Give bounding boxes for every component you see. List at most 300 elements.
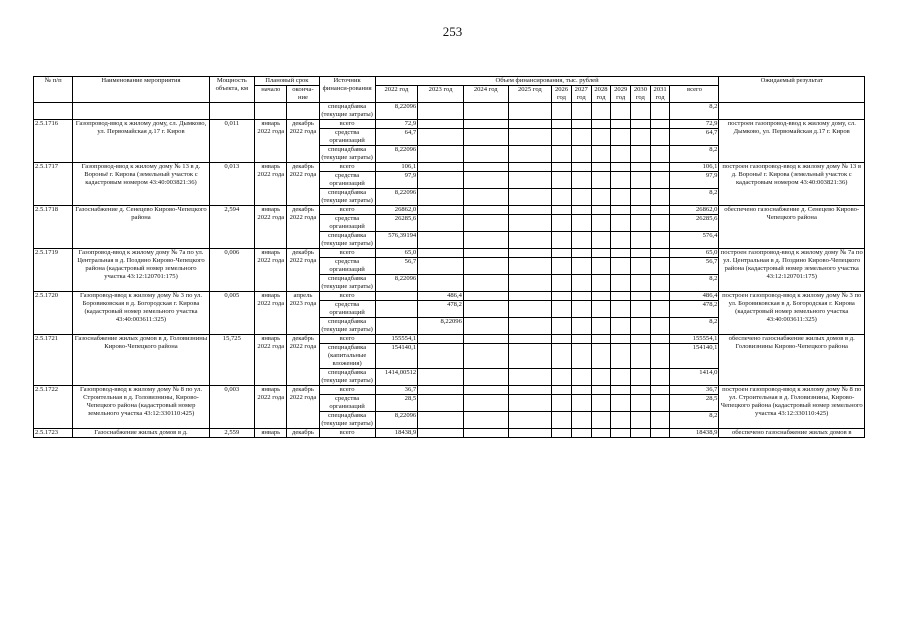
value-total: 8,2 — [670, 412, 719, 429]
value-empty — [571, 344, 591, 369]
header-volume: Объем финансирования, тыс. рублей — [375, 77, 719, 86]
value-empty — [650, 275, 670, 292]
value-2022: 64,7 — [375, 129, 418, 146]
value-2023 — [418, 275, 464, 292]
value-empty — [463, 172, 508, 189]
entry-number: 2.5.1717 — [34, 163, 73, 206]
header-start: начало — [255, 86, 287, 103]
entry-number: 2.5.1723 — [34, 429, 73, 438]
value-empty — [631, 369, 651, 386]
entry-result: построен газопровод-ввод к жилому дому № 3 по ул. Боровиковская в д. Богородская г. Кирова (кадастровый номер земельного участка 43:40:003611:325) — [719, 292, 865, 335]
value-empty — [508, 129, 552, 146]
value-empty — [552, 232, 572, 249]
value-total: 72,9 — [670, 120, 719, 129]
value-empty — [571, 318, 591, 335]
table-body — [34, 103, 865, 438]
value-empty — [571, 129, 591, 146]
value-empty — [463, 301, 508, 318]
value-empty — [508, 301, 552, 318]
entry-result: построен газопровод-ввод к жилому дому № 8 по ул. Строительная в д. Головизнины, Кирово-Чепецкого района (кадастровый номер земельного участка 43:12:330110:425) — [719, 386, 865, 429]
source-cell: средства организаций — [319, 215, 375, 232]
value-2022: 72,9 — [375, 120, 418, 129]
value-empty — [463, 395, 508, 412]
value-empty — [552, 344, 572, 369]
entry-start: январь 2022 года — [255, 249, 287, 292]
value-total: 8,2 — [670, 318, 719, 335]
table-row — [34, 249, 865, 258]
value-empty — [611, 163, 631, 172]
value-total: 97,9 — [670, 172, 719, 189]
value-empty — [463, 249, 508, 258]
entry-name: Газоснабжение жилых домов в д. Головизнины Кирово-Чепецкого района — [73, 335, 209, 386]
entry-power: 2,594 — [209, 206, 255, 249]
value-2022: 8,22096 — [375, 146, 418, 163]
entry-start: январь 2022 года — [255, 335, 287, 386]
table-row — [34, 335, 865, 344]
value-empty — [631, 232, 651, 249]
value-empty — [650, 344, 670, 369]
entry-name: Газопровод-ввод к жилому дому № 8 по ул. Строительная в д. Головизнины, Кирово-Чепецкого района (кадастровый номер земельного участка 43:12:330110:425) — [73, 386, 209, 429]
header-year: 2026 год — [552, 86, 572, 103]
value-empty — [611, 395, 631, 412]
value-empty — [552, 163, 572, 172]
value-empty — [552, 335, 572, 344]
value-total: 64,7 — [670, 129, 719, 146]
entry-end: декабрь 2022 года — [287, 386, 319, 429]
value-empty — [611, 172, 631, 189]
value-empty — [508, 412, 552, 429]
value-empty — [591, 129, 611, 146]
value-empty — [571, 412, 591, 429]
value-empty — [650, 395, 670, 412]
value-empty — [463, 386, 508, 395]
value-empty — [650, 249, 670, 258]
value-2023 — [418, 215, 464, 232]
value-empty — [571, 292, 591, 301]
value-empty — [463, 206, 508, 215]
entry-number: 2.5.1716 — [34, 120, 73, 163]
entry-name: Газопровод-ввод к жилому дому № 3 по ул. Боровиковская в д. Богородская г. Кирова (кадастровый номер земельного участка 43:40:003611:325) — [73, 292, 209, 335]
source-cell: всего — [319, 335, 375, 344]
value-empty — [631, 301, 651, 318]
value-2023 — [418, 395, 464, 412]
header-power: Мощность объекта, км — [209, 77, 255, 103]
entry-number: 2.5.1721 — [34, 335, 73, 386]
source-cell: спецнадбавка (текущие затраты) — [319, 232, 375, 249]
value-empty — [591, 120, 611, 129]
value-empty — [611, 386, 631, 395]
value-2022 — [375, 318, 418, 335]
source-cell: спецнадбавка (текущие затраты) — [319, 275, 375, 292]
value-empty — [611, 335, 631, 344]
value-empty — [591, 292, 611, 301]
entry-name: Газоснабжение жилых домов в д. — [73, 429, 209, 438]
entry-result: построен газопровод-ввод к жилому дому № 13 в д. Вороньё г. Кирова (земельный участок с кадастровым номером 43:40:003821:36) — [719, 163, 865, 206]
value-empty — [631, 120, 651, 129]
value-empty — [650, 429, 670, 438]
header-name: Наименование мероприятия — [73, 77, 209, 103]
entry-number: 2.5.1722 — [34, 386, 73, 429]
value-empty — [631, 172, 651, 189]
value-empty — [571, 369, 591, 386]
value-empty — [463, 146, 508, 163]
value-2023 — [418, 344, 464, 369]
entry-name: Газопровод-ввод к жилому дому № 7а по ул. Центральная в д. Поздино Кирово-Чепецкого района (кадастровый номер земельного участка 43:12:120701:175) — [73, 249, 209, 292]
value-empty — [508, 292, 552, 301]
header-total: всего — [670, 86, 719, 103]
header-year: 2022 год — [375, 86, 418, 103]
value-empty — [552, 206, 572, 215]
entry-name: Газопровод-ввод к жилому дому № 13 в д. Вороньё г. Кирова (земельный участок с кадастровым номером 43:40:003821:36) — [73, 163, 209, 206]
header-year: 2024 год — [463, 86, 508, 103]
value-empty — [611, 275, 631, 292]
value-total: 8,2 — [670, 275, 719, 292]
value-empty — [650, 301, 670, 318]
value-empty — [571, 215, 591, 232]
value-2023 — [418, 206, 464, 215]
value-empty — [591, 412, 611, 429]
value-2023 — [418, 412, 464, 429]
value-empty — [463, 189, 508, 206]
header-year: 2029 год — [611, 86, 631, 103]
source-cell: всего — [319, 292, 375, 301]
value-empty — [508, 189, 552, 206]
value-2022: 26862,0 — [375, 206, 418, 215]
source-cell: средства организаций — [319, 129, 375, 146]
entry-name: Газоснабжение д. Сенецево Кирово-Чепецкого района — [73, 206, 209, 249]
table-row — [34, 429, 865, 438]
value-empty — [463, 344, 508, 369]
entry-start: январь 2022 года — [255, 386, 287, 429]
entry-end: декабрь 2022 года — [287, 249, 319, 292]
entry-result: построен газопровод-ввод к жилому дому, сл. Дымково, ул. Первомайская д.17 г. Киров — [719, 120, 865, 163]
value-empty — [631, 429, 651, 438]
value-empty — [650, 120, 670, 129]
value-empty — [631, 335, 651, 344]
entry-name: Газопровод-ввод к жилому дому, сл. Дымково, ул. Первомайская д.17 г. Киров — [73, 120, 209, 163]
value-empty — [552, 275, 572, 292]
value-empty — [571, 206, 591, 215]
value-empty — [631, 215, 651, 232]
financing-table — [33, 76, 865, 438]
value-empty — [611, 258, 631, 275]
value-empty — [552, 369, 572, 386]
value-empty — [631, 386, 651, 395]
value-empty — [508, 232, 552, 249]
value-empty — [591, 318, 611, 335]
value-empty — [591, 232, 611, 249]
value-total: 26862,0 — [670, 206, 719, 215]
entry-start: январь 2022 года — [255, 120, 287, 163]
value-2023: 486,4 — [418, 292, 464, 301]
value-total: 1414,0 — [670, 369, 719, 386]
value-empty — [571, 120, 591, 129]
value-empty — [552, 301, 572, 318]
value-empty — [463, 120, 508, 129]
value-empty — [611, 206, 631, 215]
entry-power: 0,013 — [209, 163, 255, 206]
value-2023 — [418, 172, 464, 189]
value-empty — [631, 129, 651, 146]
value-empty — [463, 258, 508, 275]
value-total: 18438,9 — [670, 429, 719, 438]
entry-number: 2.5.1718 — [34, 206, 73, 249]
value-empty — [463, 412, 508, 429]
value-empty — [591, 189, 611, 206]
value-empty — [631, 292, 651, 301]
entry-result: обеспечено газоснабжение жилых домов в — [719, 429, 865, 438]
entry-start: январь 2022 года — [255, 163, 287, 206]
value-2022: 576,39194 — [375, 232, 418, 249]
table-row — [34, 206, 865, 215]
value-empty — [650, 129, 670, 146]
entry-power: 15,725 — [209, 335, 255, 386]
value-total: 8,2 — [670, 189, 719, 206]
value-total: 155554,1 — [670, 335, 719, 344]
value-empty — [650, 318, 670, 335]
value-empty — [591, 344, 611, 369]
value-empty — [591, 249, 611, 258]
value-empty — [611, 146, 631, 163]
source-cell: спецнадбавка (текущие затраты) — [319, 412, 375, 429]
value-empty — [571, 429, 591, 438]
value-empty — [591, 215, 611, 232]
source-cell: спецнадбавка (капитальные вложения) — [319, 344, 375, 369]
value-empty — [463, 335, 508, 344]
header-year: 2027 год — [571, 86, 591, 103]
value-empty — [631, 163, 651, 172]
value-2023 — [418, 258, 464, 275]
table-row — [34, 103, 865, 120]
entry-end: декабрь 2022 года — [287, 163, 319, 206]
value-empty — [611, 215, 631, 232]
value-total: 478,2 — [670, 301, 719, 318]
value-empty — [611, 249, 631, 258]
value-empty — [508, 395, 552, 412]
page-number: 253 — [442, 24, 463, 39]
value-2022: 8,22096 — [375, 103, 418, 120]
entry-start: январь 2022 года — [255, 206, 287, 249]
value-2022: 1414,00512 — [375, 369, 418, 386]
value-empty — [650, 412, 670, 429]
table-row — [34, 120, 865, 129]
source-cell: всего — [319, 429, 375, 438]
value-empty — [591, 301, 611, 318]
value-empty — [552, 172, 572, 189]
value-total: 28,5 — [670, 395, 719, 412]
value-empty — [508, 386, 552, 395]
value-empty — [650, 172, 670, 189]
value-empty — [650, 189, 670, 206]
value-total: 26285,6 — [670, 215, 719, 232]
value-2022: 155554,1 — [375, 335, 418, 344]
entry-number: 2.5.1719 — [34, 249, 73, 292]
value-2022: 8,22096 — [375, 189, 418, 206]
header-year: 2031 год — [650, 86, 670, 103]
value-empty — [552, 249, 572, 258]
value-2022: 65,0 — [375, 249, 418, 258]
header-num: № п/п — [34, 77, 73, 103]
value-total: 8,2 — [670, 146, 719, 163]
source-cell: средства организаций — [319, 172, 375, 189]
value-empty — [631, 344, 651, 369]
entry-end: декабрь — [287, 429, 319, 438]
value-total: 65,0 — [670, 249, 719, 258]
entry-result: обеспечено газоснабжение жилых домов в д. Головизнины Кирово-Чепецкого района — [719, 335, 865, 386]
entry-number: 2.5.1720 — [34, 292, 73, 335]
value-total: 106,1 — [670, 163, 719, 172]
source-cell: средства организаций — [319, 395, 375, 412]
value-empty — [650, 146, 670, 163]
value-empty — [463, 318, 508, 335]
value-empty — [650, 369, 670, 386]
value-total: 576,4 — [670, 232, 719, 249]
value-empty — [508, 120, 552, 129]
value-empty — [463, 215, 508, 232]
value-empty — [650, 215, 670, 232]
value-empty — [591, 429, 611, 438]
value-empty — [508, 249, 552, 258]
entry-start: январь 2022 года — [255, 292, 287, 335]
value-empty — [552, 412, 572, 429]
value-empty — [571, 146, 591, 163]
value-2022: 106,1 — [375, 163, 418, 172]
value-empty — [591, 369, 611, 386]
value-empty — [508, 206, 552, 215]
value-empty — [463, 369, 508, 386]
value-empty — [552, 189, 572, 206]
value-empty — [571, 232, 591, 249]
value-2022: 8,22096 — [375, 275, 418, 292]
value-2022: 36,7 — [375, 386, 418, 395]
source-cell: спецнадбавка (текущие затраты) — [319, 369, 375, 386]
value-empty — [552, 129, 572, 146]
header-year: 2023 год — [418, 86, 464, 103]
entry-power: 0,005 — [209, 292, 255, 335]
value-empty — [631, 146, 651, 163]
table-row — [34, 386, 865, 395]
source-cell: всего — [319, 386, 375, 395]
value-empty — [552, 146, 572, 163]
source-cell: средства организаций — [319, 258, 375, 275]
table-row — [34, 292, 865, 301]
header-source: Источник финанси-рования — [319, 77, 375, 103]
value-empty — [552, 258, 572, 275]
value-empty — [508, 215, 552, 232]
value-2022: 97,9 — [375, 172, 418, 189]
entry-power: 0,003 — [209, 386, 255, 429]
value-empty — [611, 318, 631, 335]
value-empty — [463, 429, 508, 438]
value-2023 — [418, 189, 464, 206]
value-empty — [571, 189, 591, 206]
value-empty — [650, 206, 670, 215]
value-empty — [508, 172, 552, 189]
value-empty — [591, 163, 611, 172]
value-empty — [571, 258, 591, 275]
value-total: 56,7 — [670, 258, 719, 275]
entry-result: построен газопровод-ввод к жилому дому № 7а по ул. Центральная в д. Поздино Кирово-Чепецкого района (кадастровый номер земельного участка 43:12:120701:175) — [719, 249, 865, 292]
entry-end: апрель 2023 года — [287, 292, 319, 335]
source-cell: спецнадбавка (текущие затраты) — [319, 146, 375, 163]
value-empty — [508, 318, 552, 335]
header-plan: Плановый срок — [255, 77, 319, 86]
value-2022: 18438,9 — [375, 429, 418, 438]
value-2023 — [418, 369, 464, 386]
value-empty — [571, 301, 591, 318]
value-empty — [631, 258, 651, 275]
value-empty — [650, 163, 670, 172]
entry-power: 0,006 — [209, 249, 255, 292]
value-empty — [508, 258, 552, 275]
value-empty — [591, 275, 611, 292]
entry-power: 2,559 — [209, 429, 255, 438]
value-empty — [508, 146, 552, 163]
value-2023 — [418, 120, 464, 129]
value-empty — [463, 292, 508, 301]
entry-result: обеспечено газоснабжение д. Сенецево Кирово-Чепецкого района — [719, 206, 865, 249]
value-empty — [591, 335, 611, 344]
value-empty — [571, 163, 591, 172]
value-empty — [611, 232, 631, 249]
value-2023: 478,2 — [418, 301, 464, 318]
value-2022: 26285,6 — [375, 215, 418, 232]
value-empty — [591, 258, 611, 275]
value-2023 — [418, 129, 464, 146]
value-empty — [463, 275, 508, 292]
value-2023 — [418, 249, 464, 258]
entry-end: декабрь 2022 года — [287, 335, 319, 386]
value-empty — [508, 163, 552, 172]
source-cell: спецнадбавка (текущие затраты) — [319, 103, 375, 120]
entry-power: 0,011 — [209, 120, 255, 163]
value-empty — [650, 335, 670, 344]
value-empty — [631, 189, 651, 206]
value-empty — [552, 429, 572, 438]
value-empty — [571, 275, 591, 292]
value-empty — [631, 395, 651, 412]
value-empty — [552, 120, 572, 129]
value-total: 486,4 — [670, 292, 719, 301]
table-header — [34, 77, 865, 103]
value-2022: 28,5 — [375, 395, 418, 412]
entry-start: январь — [255, 429, 287, 438]
value-2023 — [418, 335, 464, 344]
value-empty — [611, 189, 631, 206]
value-empty — [463, 129, 508, 146]
value-empty — [611, 120, 631, 129]
header-end: оконча-ние — [287, 86, 319, 103]
value-2023 — [418, 232, 464, 249]
value-2023 — [418, 163, 464, 172]
value-empty — [650, 292, 670, 301]
value-empty — [611, 301, 631, 318]
value-total: 36,7 — [670, 386, 719, 395]
value-empty — [611, 429, 631, 438]
value-empty — [631, 206, 651, 215]
value-2022: 8,22096 — [375, 412, 418, 429]
header-result: Ожидаемый результат — [719, 77, 865, 103]
table-row — [34, 163, 865, 172]
source-cell: всего — [319, 206, 375, 215]
source-cell: всего — [319, 163, 375, 172]
entry-end: декабрь 2022 года — [287, 206, 319, 249]
value-empty — [650, 386, 670, 395]
entry-end: декабрь 2022 года — [287, 120, 319, 163]
value-empty — [650, 232, 670, 249]
value-empty — [571, 386, 591, 395]
value-2023 — [418, 146, 464, 163]
